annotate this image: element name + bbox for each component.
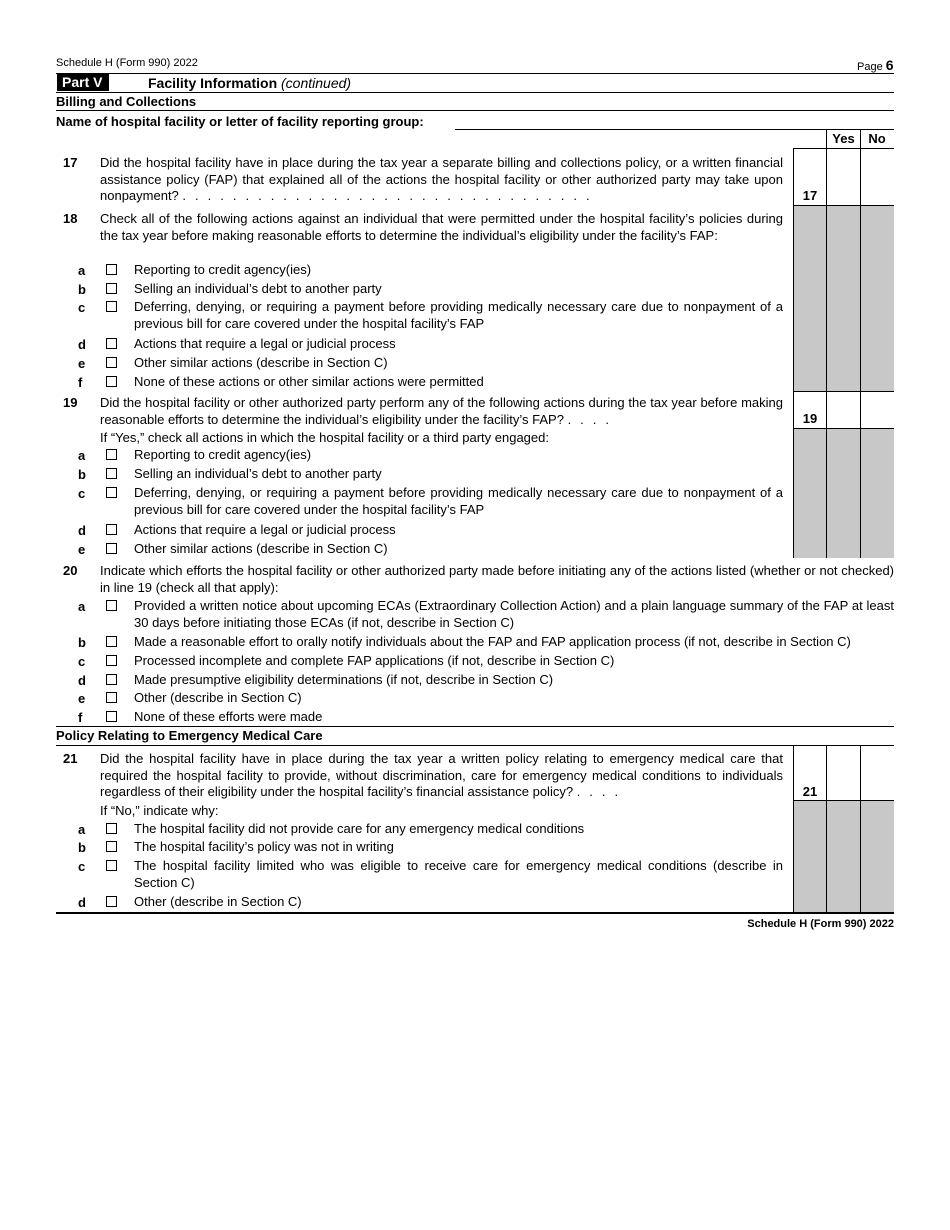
q18-letter-f: f	[78, 375, 83, 390]
q21-text: Did the hospital facility have in place during the tax year a written policy relating to emergency medical care that required the hospital facility to provide, without discrimination, care for emergency medical conditions to individuals regardless of their eligibility under the hospital facility’s financial assistance policy? ....	[100, 751, 783, 799]
q18c-checkbox[interactable]	[106, 301, 117, 312]
section-emergency: Policy Relating to Emergency Medical Care	[56, 728, 323, 743]
q20e-checkbox[interactable]	[106, 692, 117, 703]
q17-yes-cell[interactable]	[827, 149, 860, 205]
q18-letter-c: c	[78, 300, 86, 315]
q21d-text: Other (describe in Section C)	[134, 894, 302, 909]
q20e-text: Other (describe in Section C)	[134, 690, 302, 705]
form-name-header: Schedule H (Form 990) 2022	[56, 57, 198, 69]
col-yes-header: Yes	[832, 131, 855, 146]
q21-letter-c: c	[78, 859, 86, 874]
q19-letter-b: b	[78, 467, 86, 482]
q19d-checkbox[interactable]	[106, 524, 117, 535]
q20-letter-d: d	[78, 673, 86, 688]
footer-form-name: Schedule H (Form 990) 2022	[747, 918, 894, 930]
q18c-text: Deferring, denying, or requiring a payment before providing medically necessary care due to nonpayment of a previous bill for care covered under the hospital facility’s FAP	[134, 299, 783, 331]
facility-name-field[interactable]	[455, 129, 894, 130]
q21d-checkbox[interactable]	[106, 896, 117, 907]
line-number-18: 18	[63, 211, 78, 226]
q19-text: Did the hospital facility or other authorized party perform any of the following actions during the tax year before making reasonable efforts to determine the individual’s eligibility under the facility’s FAP? ....	[100, 395, 783, 427]
q20a-text: Provided a written notice about upcoming ECAs (Extraordinary Collection Action) and a plain language summary of the FAP at least 30 days before initiating those ECAs (if not, describe in Section C)	[134, 598, 894, 630]
shade-21	[793, 800, 894, 912]
q21-letter-b: b	[78, 840, 86, 855]
q19c-checkbox[interactable]	[106, 487, 117, 498]
q18a-checkbox[interactable]	[106, 264, 117, 275]
line-number-21: 21	[63, 751, 78, 766]
q21c-text: The hospital facility limited who was eligible to receive care for emergency medical conditions (describe in Section C)	[134, 858, 783, 890]
col-no-header: No	[868, 131, 886, 146]
q21-no-cell[interactable]	[861, 746, 894, 800]
page-label: Page 6	[857, 57, 894, 73]
q18-letter-d: d	[78, 337, 86, 352]
q21c-checkbox[interactable]	[106, 860, 117, 871]
q19e-checkbox[interactable]	[106, 543, 117, 554]
q20b-checkbox[interactable]	[106, 636, 117, 647]
q20c-text: Processed incomplete and complete FAP applications (if not, describe in Section C)	[134, 653, 615, 668]
q19-letter-c: c	[78, 486, 86, 501]
q19-yes-cell[interactable]	[827, 392, 860, 428]
box-label-21: 21	[802, 784, 818, 799]
q18a-text: Reporting to credit agency(ies)	[134, 262, 312, 277]
q21-yes-cell[interactable]	[827, 746, 860, 800]
q18e-checkbox[interactable]	[106, 357, 117, 368]
section-billing: Billing and Collections	[56, 94, 197, 109]
q20d-checkbox[interactable]	[106, 674, 117, 685]
q19-letter-d: d	[78, 523, 86, 538]
box-label-17: 17	[802, 188, 818, 203]
facility-name-label: Name of hospital facility or letter of facility reporting group:	[56, 114, 424, 129]
shade-19	[793, 428, 894, 558]
q20a-checkbox[interactable]	[106, 600, 117, 611]
q20b-text: Made a reasonable effort to orally notify individuals about the FAP and FAP application process (if not, describe in Section C)	[134, 634, 851, 649]
q21-letter-d: d	[78, 895, 86, 910]
q19b-text: Selling an individual’s debt to another party	[134, 466, 382, 481]
q18f-text: None of these actions or other similar actions were permitted	[134, 374, 484, 389]
q20-letter-a: a	[78, 599, 86, 614]
q19a-checkbox[interactable]	[106, 449, 117, 460]
q20-letter-b: b	[78, 635, 86, 650]
line-number-20: 20	[63, 563, 78, 578]
part-title: Facility Information (continued)	[148, 75, 352, 91]
q20-letter-e: e	[78, 691, 86, 706]
q20c-checkbox[interactable]	[106, 655, 117, 666]
q21-if-no: If “No,” indicate why:	[100, 803, 219, 818]
q19b-checkbox[interactable]	[106, 468, 117, 479]
q21-letter-a: a	[78, 822, 86, 837]
page-number: 6	[885, 57, 894, 73]
q20-letter-c: c	[78, 654, 86, 669]
q18b-text: Selling an individual’s debt to another party	[134, 281, 382, 296]
q17-no-cell[interactable]	[861, 149, 894, 205]
q18d-checkbox[interactable]	[106, 338, 117, 349]
q17-text: Did the hospital facility have in place during the tax year a separate billing and collections policy, or a written financial assistance policy (FAP) that explained all of the actions the hospital facility or other authorized party may take upon nonpayment? .................................	[100, 155, 783, 203]
q18e-text: Other similar actions (describe in Section C)	[134, 355, 388, 370]
q20f-text: None of these efforts were made	[134, 709, 323, 724]
shade-18	[793, 205, 894, 391]
q18-letter-a: a	[78, 263, 86, 278]
q18d-text: Actions that require a legal or judicial process	[134, 336, 396, 351]
q18b-checkbox[interactable]	[106, 283, 117, 294]
q20d-text: Made presumptive eligibility determinations (if not, describe in Section C)	[134, 672, 554, 687]
q18f-checkbox[interactable]	[106, 376, 117, 387]
line-number-17: 17	[63, 155, 78, 170]
q19e-text: Other similar actions (describe in Section C)	[134, 541, 388, 556]
q19c-text: Deferring, denying, or requiring a payment before providing medically necessary care due to nonpayment of a previous bill for care covered under the hospital facility’s FAP	[134, 485, 783, 517]
q19d-text: Actions that require a legal or judicial process	[134, 522, 396, 537]
q20-letter-f: f	[78, 710, 83, 725]
q20-text: Indicate which efforts the hospital facility or other authorized party made before initiating any of the actions listed (whether or not checked) in line 19 (check all that apply):	[100, 563, 894, 595]
q18-text: Check all of the following actions against an individual that were permitted under the hospital facility’s policies during the tax year before making reasonable efforts to determine the individual’s eligibility under the facility’s FAP:	[100, 211, 783, 243]
q21a-text: The hospital facility did not provide care for any emergency medical conditions	[134, 821, 585, 836]
q18-letter-e: e	[78, 356, 86, 371]
q21b-text: The hospital facility’s policy was not in writing	[134, 839, 394, 854]
q20f-checkbox[interactable]	[106, 711, 117, 722]
part-label: Part V	[57, 74, 109, 91]
q19a-text: Reporting to credit agency(ies)	[134, 447, 312, 462]
line-number-19: 19	[63, 395, 78, 410]
box-label-19: 19	[802, 411, 818, 426]
q19-letter-a: a	[78, 448, 86, 463]
q19-letter-e: e	[78, 542, 86, 557]
q19-no-cell[interactable]	[861, 392, 894, 428]
q21b-checkbox[interactable]	[106, 841, 117, 852]
q18-letter-b: b	[78, 282, 86, 297]
q19-if-yes: If “Yes,” check all actions in which the hospital facility or a third party engaged:	[100, 430, 549, 445]
q21a-checkbox[interactable]	[106, 823, 117, 834]
